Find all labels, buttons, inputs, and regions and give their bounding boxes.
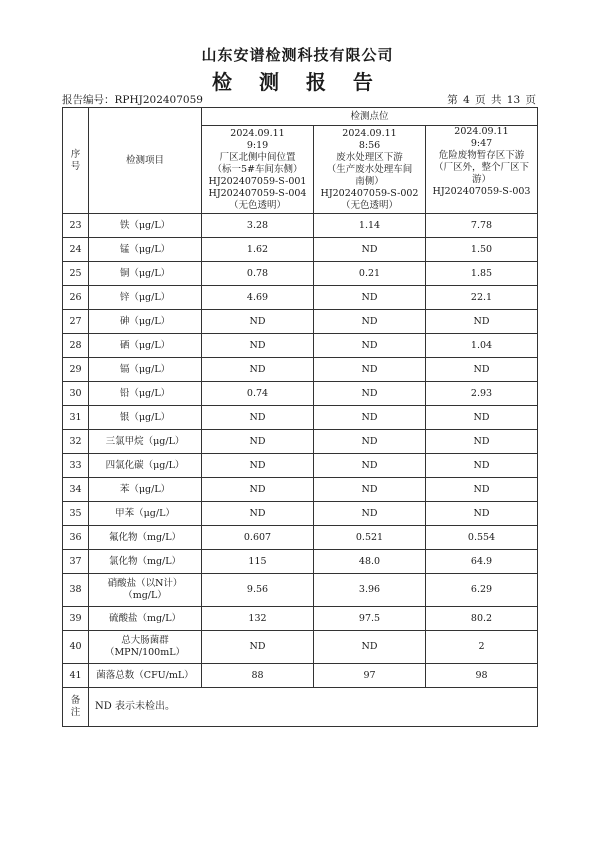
row-value: ND [314, 430, 426, 454]
point-location: 废水处理区下游 [336, 151, 403, 163]
row-item: 苯（μg/L） [89, 478, 202, 502]
row-value: 0.521 [314, 526, 426, 550]
point-location: 厂区北侧中间位置 [219, 151, 296, 163]
row-value: ND [202, 631, 314, 664]
row-item: 氟化物（mg/L） [89, 526, 202, 550]
row-value: 1.62 [202, 238, 314, 262]
row-value: ND [314, 286, 426, 310]
row-item: 铁（μg/L） [89, 214, 202, 238]
col-seq-header [63, 108, 89, 214]
row-number: 26 [63, 286, 89, 310]
row-item: 氯化物（mg/L） [89, 550, 202, 574]
sample-code: HJ202407059-S-001 [208, 175, 307, 187]
table-row [63, 430, 538, 454]
row-value: 98 [426, 664, 538, 688]
row-value: ND [426, 478, 538, 502]
location-cell-3 [426, 126, 538, 214]
point-location-detail: 游） [472, 174, 492, 185]
row-value: ND [314, 502, 426, 526]
point-location-detail: （生产废水处理车间 [326, 163, 413, 175]
row-item: 铅（μg/L） [89, 382, 202, 406]
row-value: 0.78 [202, 262, 314, 286]
sample-appearance: （无色透明） [228, 199, 286, 211]
row-item: 硫酸盐（mg/L） [89, 607, 202, 631]
report-title: 检 测 报 告 [212, 70, 383, 94]
location-cell-2 [314, 126, 426, 214]
table-row [63, 238, 538, 262]
row-value: ND [202, 454, 314, 478]
row-number: 35 [63, 502, 89, 526]
row-value: 3.96 [314, 574, 426, 607]
point-date: 2024.09.11 [454, 126, 509, 137]
page-info: 第 4 页 共 13 页 [447, 94, 536, 106]
row-number: 39 [63, 607, 89, 631]
sample-code: HJ202407059-S-002 [320, 187, 419, 199]
row-item: 银（μg/L） [89, 406, 202, 430]
row-number: 38 [63, 574, 89, 607]
row-item: 硒（μg/L） [89, 334, 202, 358]
row-value: ND [426, 454, 538, 478]
row-value: 9.56 [202, 574, 314, 607]
point-time: 9:47 [470, 138, 493, 149]
remark-label-char-1: 备 [70, 695, 81, 706]
row-value: 88 [202, 664, 314, 688]
row-number: 33 [63, 454, 89, 478]
table-row [63, 550, 538, 574]
row-value: ND [202, 502, 314, 526]
seq-header-char-1: 序 [70, 148, 81, 160]
remark-row [63, 688, 538, 727]
row-item: 菌落总数（CFU/mL） [89, 664, 202, 688]
row-value: 22.1 [426, 286, 538, 310]
row-value: 115 [202, 550, 314, 574]
row-item-line-2: （MPN/100mL） [104, 647, 186, 658]
table-row [63, 214, 538, 238]
row-value: 1.04 [426, 334, 538, 358]
row-value: ND [202, 430, 314, 454]
table-row [63, 310, 538, 334]
point-date: 2024.09.11 [342, 127, 397, 139]
header-row [63, 108, 538, 126]
row-value: 0.21 [314, 262, 426, 286]
row-item [89, 631, 202, 664]
row-number: 24 [63, 238, 89, 262]
row-value: 4.69 [202, 286, 314, 310]
point-location-detail: （厂区外，整个厂区下 [434, 162, 530, 173]
row-item: 甲苯（μg/L） [89, 502, 202, 526]
row-number: 40 [63, 631, 89, 664]
row-item: 砷（μg/L） [89, 310, 202, 334]
row-value: ND [426, 310, 538, 334]
location-cell-1 [202, 126, 314, 214]
table-row [63, 526, 538, 550]
row-value: ND [426, 358, 538, 382]
row-value: 3.28 [202, 214, 314, 238]
row-value: 64.9 [426, 550, 538, 574]
table-row [63, 502, 538, 526]
point-time: 8:56 [358, 139, 381, 151]
row-value: 48.0 [314, 550, 426, 574]
row-value: ND [314, 382, 426, 406]
table-row [63, 664, 538, 688]
row-value: ND [314, 334, 426, 358]
seq-header-char-2: 号 [70, 160, 81, 172]
row-value: ND [314, 358, 426, 382]
row-value: 0.607 [202, 526, 314, 550]
row-value: 97.5 [314, 607, 426, 631]
table-row [63, 406, 538, 430]
row-value: 7.78 [426, 214, 538, 238]
table-row [63, 382, 538, 406]
row-value: 0.74 [202, 382, 314, 406]
row-value: 1.50 [426, 238, 538, 262]
row-value: 0.554 [426, 526, 538, 550]
row-value: ND [426, 502, 538, 526]
row-value: ND [202, 358, 314, 382]
row-value: ND [426, 406, 538, 430]
row-number: 31 [63, 406, 89, 430]
row-value: ND [314, 310, 426, 334]
row-value: ND [202, 334, 314, 358]
row-number: 32 [63, 430, 89, 454]
row-number: 25 [63, 262, 89, 286]
point-location-detail: （标一5#车间东侧） [212, 163, 303, 175]
remark-label-char-2: 注 [70, 707, 81, 718]
row-item [89, 574, 202, 607]
point-date: 2024.09.11 [230, 127, 285, 139]
row-value: ND [426, 430, 538, 454]
row-value: 2 [426, 631, 538, 664]
row-number: 29 [63, 358, 89, 382]
row-item: 铜（μg/L） [89, 262, 202, 286]
row-number: 34 [63, 478, 89, 502]
row-item: 锰（μg/L） [89, 238, 202, 262]
sample-code: HJ202407059-S-003 [432, 186, 531, 197]
row-value: 80.2 [426, 607, 538, 631]
remark-label [63, 688, 89, 727]
row-item: 镉（μg/L） [89, 358, 202, 382]
table-row [63, 286, 538, 310]
row-value: ND [314, 454, 426, 478]
row-item-line-1: 硝酸盐（以N计） [107, 578, 183, 589]
point-time: 9:19 [246, 139, 269, 151]
table-row [63, 478, 538, 502]
row-value: 2.93 [426, 382, 538, 406]
row-item-line-1: 总大肠菌群 [121, 635, 169, 646]
table-row [63, 631, 538, 664]
row-item: 锌（μg/L） [89, 286, 202, 310]
row-number: 30 [63, 382, 89, 406]
table-row [63, 334, 538, 358]
table-row [63, 358, 538, 382]
row-item: 三氯甲烷（μg/L） [89, 430, 202, 454]
row-value: ND [314, 238, 426, 262]
company-name: 山东安谱检测科技有限公司 [201, 46, 394, 64]
row-number: 37 [63, 550, 89, 574]
row-value: 97 [314, 664, 426, 688]
row-value: 1.85 [426, 262, 538, 286]
results-table [62, 107, 538, 727]
report-number: 报告编号：RPHJ202407059 [62, 94, 203, 106]
remark-text: ND 表示未检出。 [89, 688, 538, 727]
row-value: 1.14 [314, 214, 426, 238]
row-item: 四氯化碳（μg/L） [89, 454, 202, 478]
row-value: ND [202, 406, 314, 430]
row-value: ND [314, 631, 426, 664]
row-item-line-2: （mg/L） [123, 590, 167, 601]
row-number: 27 [63, 310, 89, 334]
table-row [63, 574, 538, 607]
row-value: ND [314, 406, 426, 430]
row-value: 132 [202, 607, 314, 631]
col-points-header: 检测点位 [202, 108, 538, 126]
point-location-detail: 南侧） [355, 175, 384, 187]
row-number: 28 [63, 334, 89, 358]
table-row [63, 262, 538, 286]
row-value: ND [202, 310, 314, 334]
row-number: 23 [63, 214, 89, 238]
table-row [63, 454, 538, 478]
sample-code: HJ202407059-S-004 [208, 187, 307, 199]
point-location: 危险废物暂存区下游 [438, 150, 525, 161]
row-number: 41 [63, 664, 89, 688]
row-number: 36 [63, 526, 89, 550]
col-item-header: 检测项目 [89, 108, 202, 214]
sample-appearance: （无色透明） [340, 199, 398, 211]
row-value: 6.29 [426, 574, 538, 607]
report-meta [62, 92, 536, 108]
row-value: ND [202, 478, 314, 502]
row-value: ND [314, 478, 426, 502]
table-row [63, 607, 538, 631]
